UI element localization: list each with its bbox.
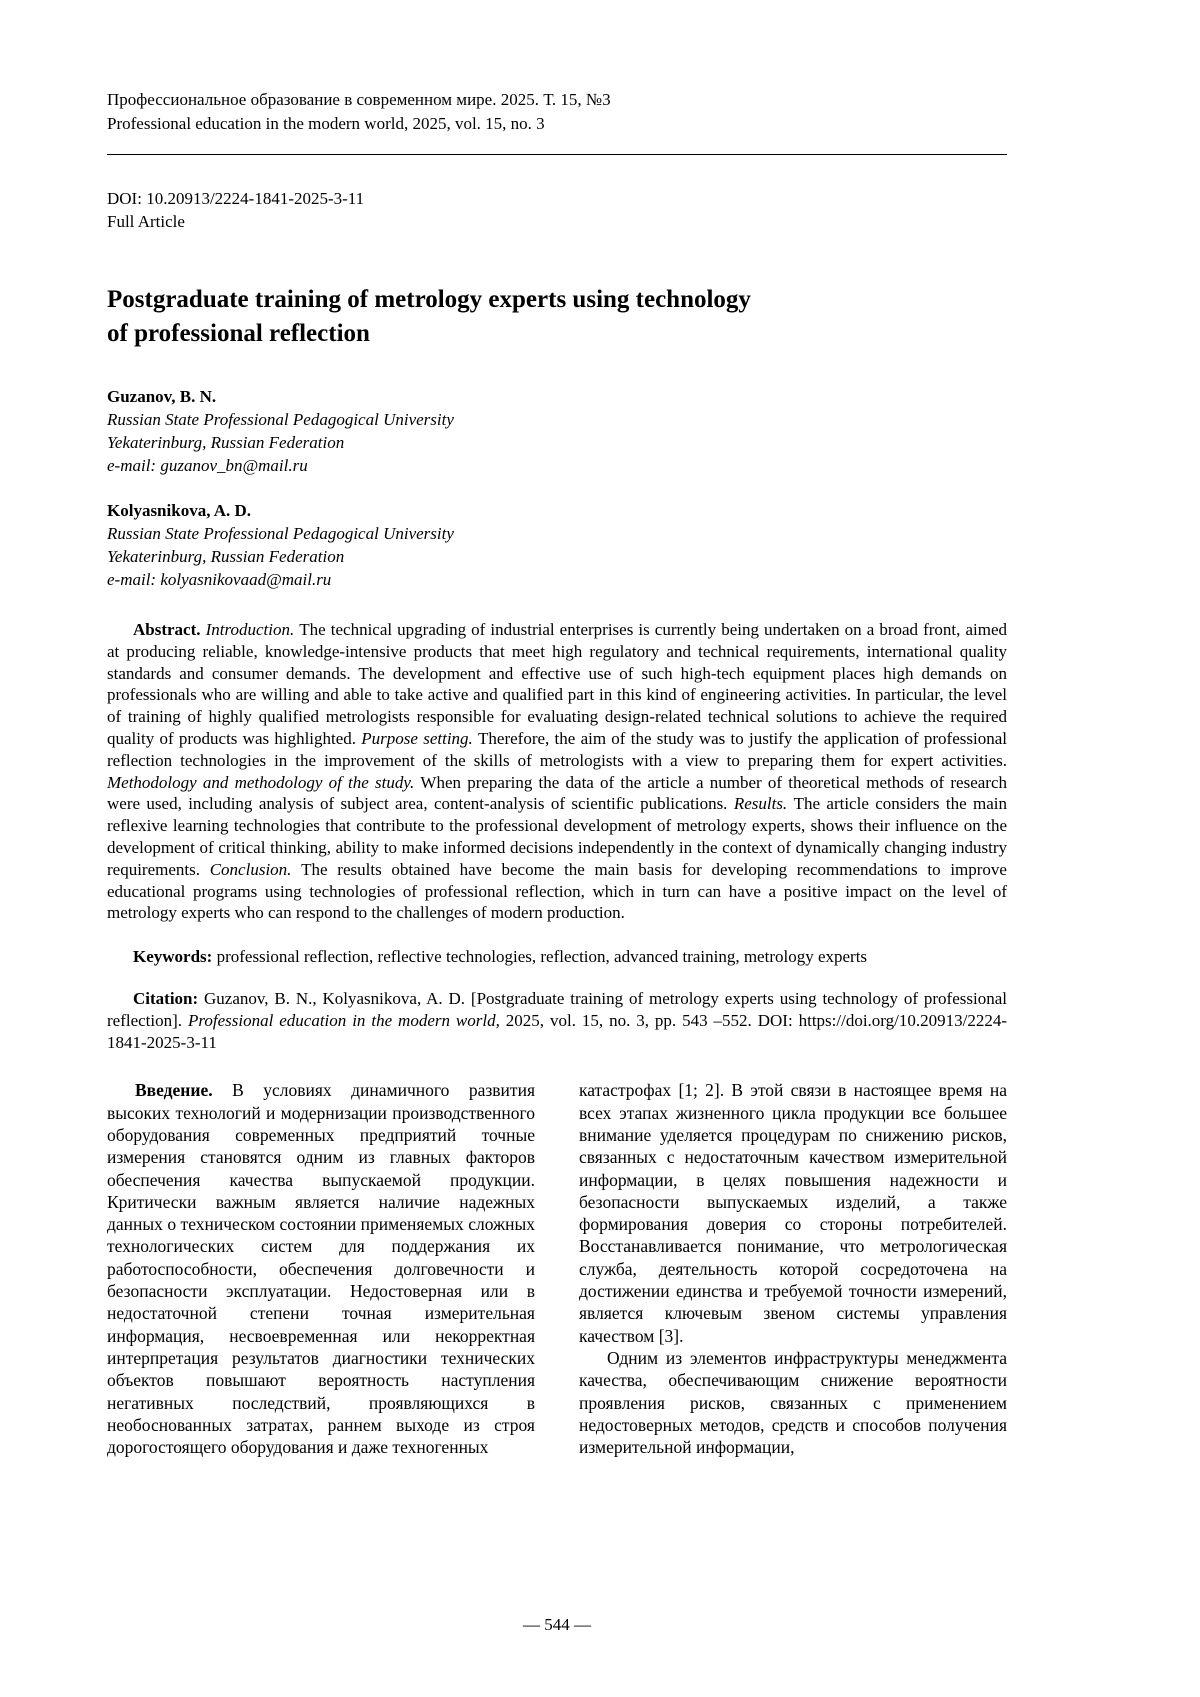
article-type-label: Full Article: [107, 212, 185, 231]
author-name: Kolyasnikova, A. D.: [107, 501, 252, 520]
abstract-paragraph: Abstract. Introduction. The technical upgrading of industrial enterprises is currently being undertaken on a broad front, aimed at producing reliable, knowledge-intensive products that meet high regulatory and technical requirements, international quality standards and consumer demands. The development and effective use of such high-tech equipment places high demands on professionals who are willing and able to take active and qualified part in this kind of engineering activities. In particular, the level of training of highly qualified metrologists responsible for evaluating design-related technical solutions to achieve the required quality of products was highlighted. Purpose setting. Therefore, the aim of the study was to justify the application of professional reflection technologies in the improvement of the skills of metrologists with a view to preparing them for expert activities. Methodology and methodology of the study. When preparing the data of the article a number of theoretical methods of research were used, including analysis of subject area, content-analysis of scientific publications. Results. The article considers the main reflexive learning technologies that contribute to the professional development of metrology experts, shows their influence on the development of critical thinking, ability to make informed decisions independently in the context of dynamically changing industry requirements. Conclusion. The results obtained have become the main basis for developing recommendations to improve educational programs using technologies of professional reflection, which in turn can have a positive impact on the level of metrology experts who can respond to the challenges of modern production.: [107, 620, 1008, 923]
author-block-2: [107, 499, 1007, 591]
journal-title-ru: Профессиональное образование в современном мире. 2025. Т. 15, №3: [107, 90, 611, 109]
journal-title-en: Professional education in the modern world, 2025, vol. 15, no. 3: [107, 114, 545, 133]
body-column-left: [107, 1079, 535, 1458]
article-title-line-2: of professional reflection: [107, 320, 370, 347]
page-number: — 544 —: [523, 1615, 591, 1634]
page-footer: [107, 1615, 1007, 1635]
journal-header: [107, 88, 1007, 155]
author-name: Guzanov, B. N.: [107, 387, 217, 406]
body-paragraph-intro: Введение. В условиях динамичного развития высоких технологий и модернизации производственного оборудования современных предприятий точные измерения становятся одним из главных факторов обеспечения качества выпускаемой продукции. Критически важным является наличие надежных данных о техническом состоянии применяемых сложных технологических систем для поддержания их работоспособности, обеспечения долговечности и безопасности эксплуатации. Недостоверная или в недостаточной степени точная измерительная информация, несвоевременная или некорректная интерпретация результатов диагностики технических объектов повышают вероятность наступления негативных последствий, проявляющихся в необоснованных затратах, раннем выходе из строя дорогостоящего оборудования и даже техногенных: [107, 1080, 535, 1458]
author-location: Yekaterinburg, Russian Federation: [107, 547, 345, 566]
article-title-line-1: Postgraduate training of metrology experts using technology: [107, 286, 751, 313]
body-paragraph-second: Одним из элементов инфраструктуры менеджмента качества, обеспечивающим снижение вероятности проявления рисков, связанных с применением недостоверных методов, средств и способов получения измерительной информации,: [579, 1347, 1007, 1458]
keywords-paragraph: Keywords: professional reflection, reflective technologies, reflection, advanced training, metrology experts: [133, 947, 868, 967]
author-affiliation: Russian State Professional Pedagogical University: [107, 410, 454, 429]
author-email: e-mail: guzanov_bn@mail.ru: [107, 456, 308, 475]
author-email: e-mail: kolyasnikovaad@mail.ru: [107, 570, 332, 589]
doi-line: DOI: 10.20913/2224-1841-2025-3-11: [107, 189, 365, 208]
author-block-1: [107, 385, 1007, 477]
article-title: [107, 283, 1007, 351]
author-affiliation: Russian State Professional Pedagogical University: [107, 524, 454, 543]
body-columns: [107, 1079, 1007, 1458]
header-divider: [107, 154, 1007, 155]
body-column-right: [579, 1079, 1007, 1458]
citation-paragraph: Citation: Guzanov, B. N., Kolyasnikova, A. D. [Postgraduate training of metrology experts using technology of professional reflection]. Professional education in the modern world, 2025, vol. 15, no. 3, pp. 543 –552. DOI: https://doi.org/10.20913/2224-1841-2025-3-11: [107, 988, 1008, 1052]
article-meta: [107, 187, 1007, 233]
body-paragraph-continuation: катастрофах [1; 2]. В этой связи в настоящее время на всех этапах жизненного цикла продукции все большее внимание уделяется процедурам по снижению рисков, связанных с недостаточным качеством измерительной информации, в целях повышения надежности и безопасности выпускаемых изделий, а также формирования доверия со стороны потребителей. Восстанавливается понимание, что метрологическая служба, деятельность которой сосредоточена на достижении единства и требуемой точности измерений, является ключевым звеном системы управления качеством [3].: [579, 1080, 1007, 1346]
author-location: Yekaterinburg, Russian Federation: [107, 433, 345, 452]
authors-section: [107, 385, 1007, 591]
